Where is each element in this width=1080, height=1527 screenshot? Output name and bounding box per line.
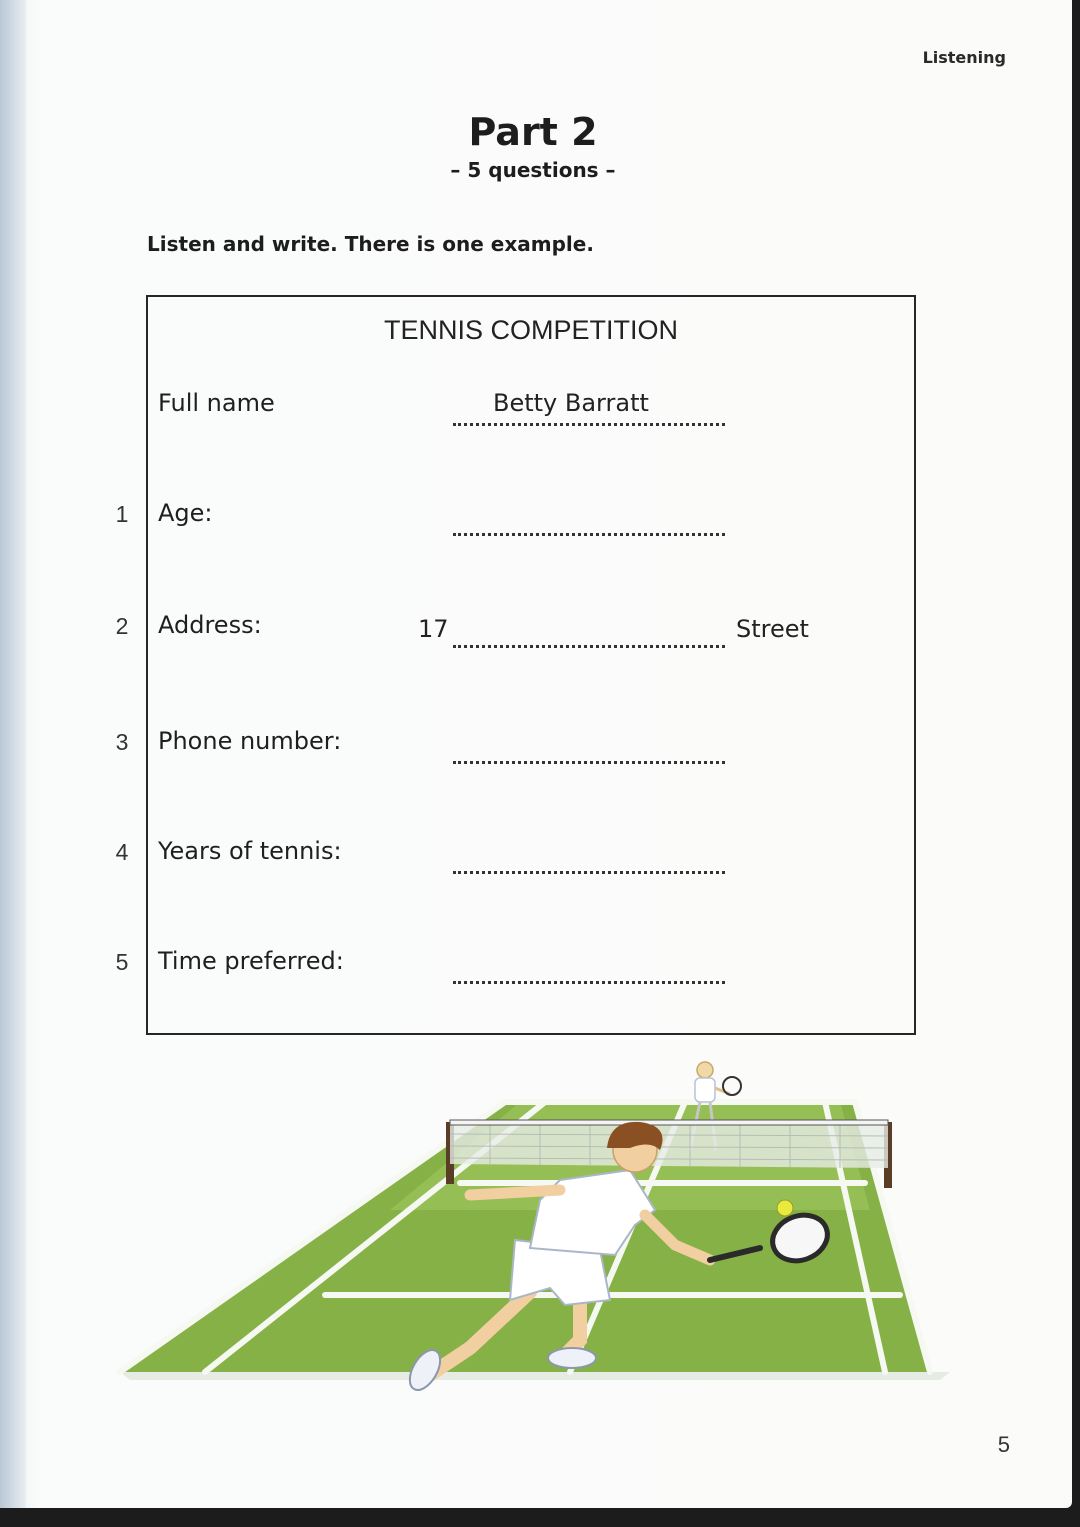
page-number: 5 <box>997 1432 1010 1457</box>
question-number: 2 <box>115 613 129 639</box>
question-label: Years of tennis: <box>158 837 342 865</box>
answer-line[interactable] <box>453 533 725 536</box>
form-title: TENNIS COMPETITION <box>383 315 678 345</box>
question-number: 3 <box>115 729 129 755</box>
address-suffix: Street <box>736 615 809 643</box>
question-label: Age: <box>158 499 213 527</box>
example-row <box>148 389 914 439</box>
part-title: Part 2 <box>468 110 598 154</box>
example-label: Full name <box>158 389 275 417</box>
tennis-court-illustration <box>110 1050 970 1400</box>
question-row-4 <box>115 837 914 887</box>
example-answer: Betty Barratt <box>493 389 649 417</box>
question-label: Time preferred: <box>158 947 344 975</box>
question-row-3 <box>115 727 914 777</box>
question-label: Phone number: <box>158 727 342 755</box>
answer-line[interactable] <box>453 761 725 764</box>
instruction-text: Listen and write. There is one example. <box>147 232 594 256</box>
question-row-2 <box>115 611 914 661</box>
answer-line[interactable] <box>453 871 725 874</box>
page-spine-shadow <box>0 0 26 1508</box>
question-number: 4 <box>115 839 129 865</box>
section-label: Listening <box>922 48 1006 67</box>
answer-line[interactable] <box>453 645 725 648</box>
question-row-5 <box>115 947 914 997</box>
address-prefix: 17 <box>418 615 449 643</box>
answer-line[interactable] <box>453 981 725 984</box>
example-answer-line <box>453 423 725 426</box>
question-number: 5 <box>115 949 129 975</box>
part-subtitle: – 5 questions – <box>450 158 616 182</box>
question-number: 1 <box>115 501 129 527</box>
question-label: Address: <box>158 611 262 639</box>
question-row-1 <box>115 499 914 549</box>
tennis-form <box>115 295 916 1035</box>
